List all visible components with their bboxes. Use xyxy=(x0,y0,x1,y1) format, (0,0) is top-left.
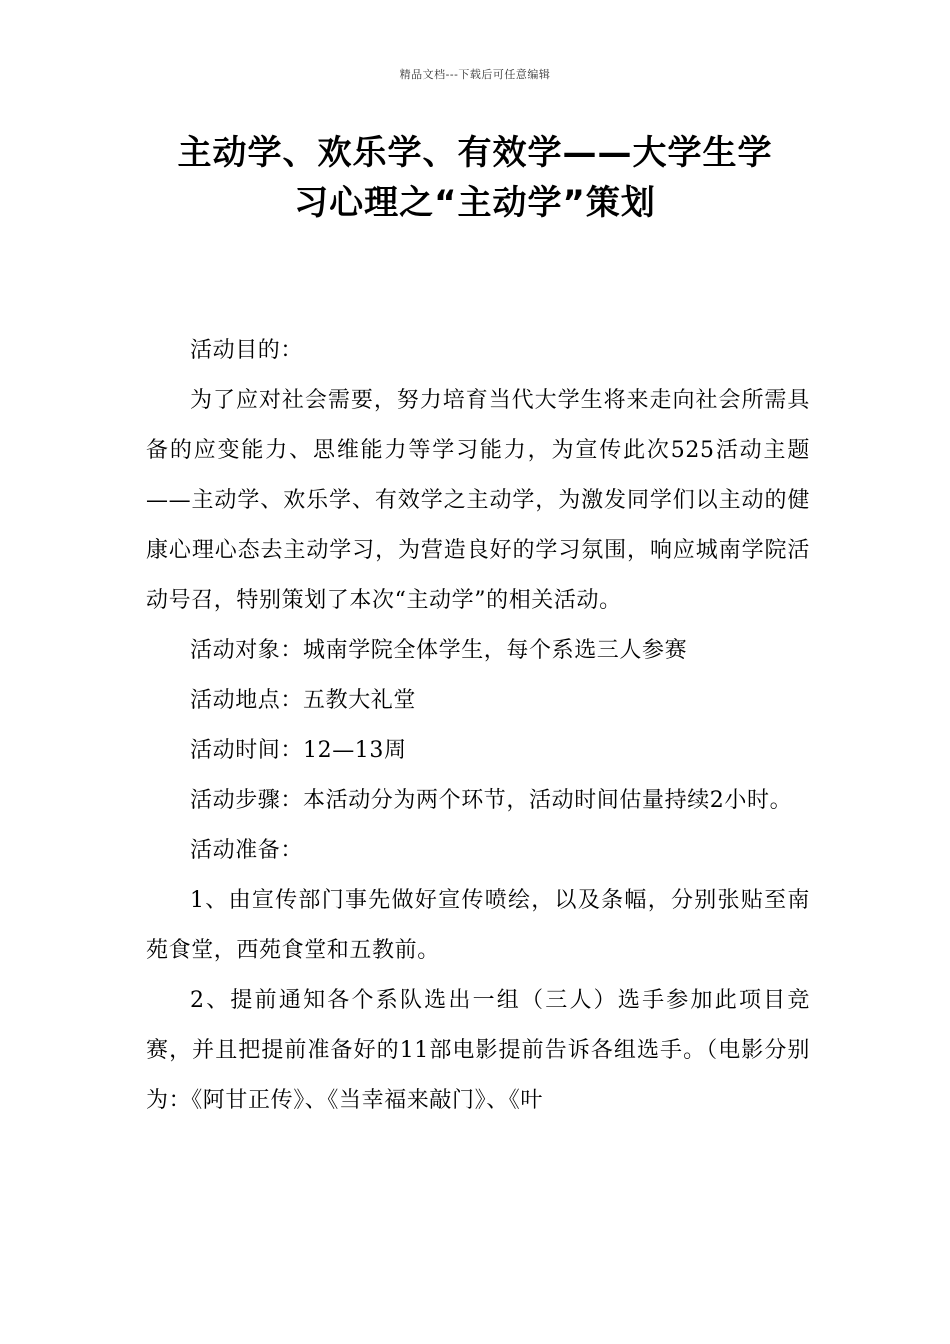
paragraph-preparation-2: 2、提前通知各个系队选出一组（三人）选手参加此项目竞赛，并且把提前准备好的11部电影提前告诉各组选手。（电影分别为：《阿甘正传》、《当幸福来敲门》、《叶 xyxy=(146,988,810,1113)
paragraph-purpose-heading: 活动目的： xyxy=(190,338,304,363)
document-title xyxy=(140,128,810,228)
title-line-2: 习心理之“主动学”策划 xyxy=(294,183,656,223)
paragraph-preparation-heading: 活动准备： xyxy=(190,838,304,863)
document-body xyxy=(146,326,810,1126)
paragraph-steps: 活动步骤：本活动分为两个环节，活动时间估量持续2小时。 xyxy=(190,788,793,813)
paragraph-preparation-1: 1、由宣传部门事先做好宣传喷绘，以及条幅，分别张贴至南苑食堂，西苑食堂和五教前。 xyxy=(146,888,810,963)
header-note: 精品文档---下载后可任意编辑 xyxy=(399,68,551,81)
title-line-1: 主动学、欢乐学、有效学——大学生学 xyxy=(177,133,773,173)
paragraph-time: 活动时间：12—13周 xyxy=(190,738,407,763)
paragraph-audience: 活动对象：城南学院全体学生，每个系选三人参赛 xyxy=(190,638,688,663)
paragraph-location: 活动地点：五教大礼堂 xyxy=(190,688,417,713)
paragraph-purpose: 为了应对社会需要，努力培育当代大学生将来走向社会所需具备的应变能力、思维能力等学习能力，为宣传此次525活动主题——主动学、欢乐学、有效学之主动学，为激发同学们以主动的健康心理心态去主动学习，为营造良好的学习氛围，响应城南学院活动号召，特别策划了本次“主动学”的相关活动。 xyxy=(146,388,810,613)
